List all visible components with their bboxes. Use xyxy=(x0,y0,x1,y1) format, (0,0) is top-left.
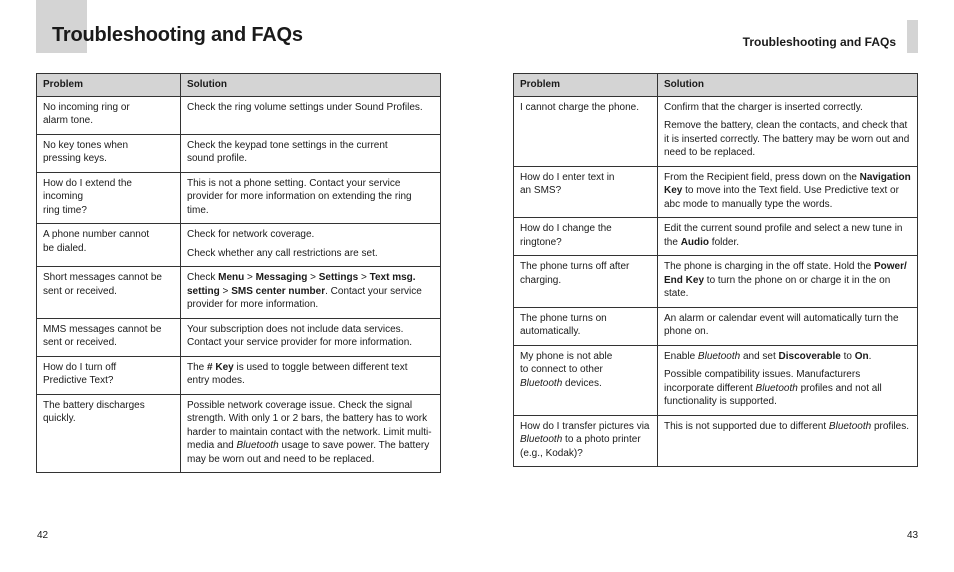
problem-line: The phone turns on xyxy=(520,312,607,324)
problem-cell xyxy=(514,307,658,345)
problem-line: pressing keys. xyxy=(43,153,107,164)
solution-column-header: Solution xyxy=(181,74,441,97)
faq-table-left xyxy=(36,73,441,473)
text-run: profiles and not all functionality is supported. xyxy=(664,382,882,407)
table-row xyxy=(37,318,441,356)
italic-term: Bluetooth xyxy=(520,377,563,389)
solution-cell xyxy=(181,394,441,473)
text-run: to a photo printer xyxy=(562,434,641,445)
table-row xyxy=(514,256,918,308)
problem-line: to connect to other xyxy=(520,364,603,375)
text-run: entry modes. xyxy=(187,375,245,386)
problem-line: Short messages cannot be xyxy=(43,272,162,283)
italic-term: Bluetooth xyxy=(697,350,741,362)
italic-term: Bluetooth xyxy=(520,434,563,445)
text-run: Enable xyxy=(664,350,698,362)
problem-line: How do I enter text in xyxy=(520,171,615,183)
problem-line: alarm tone. xyxy=(43,115,94,126)
faq-rows-left xyxy=(37,96,441,473)
page-title: Troubleshooting and FAQs xyxy=(52,24,303,46)
solution-cell xyxy=(658,345,918,415)
problem-line: (e.g., Kodak)? xyxy=(520,447,583,459)
solution-cell xyxy=(181,267,441,319)
text-run: This is not a phone setting. Contact your service provider for more information on extending the ring time. xyxy=(187,177,412,216)
chapter-tab-right xyxy=(907,20,918,53)
problem-cell xyxy=(37,356,181,394)
page-number-left: 42 xyxy=(37,530,49,541)
text-run: to move into the Text field. Use Predictive text or abc mode to manually type the words. xyxy=(664,185,899,210)
problem-line: charging. xyxy=(520,274,562,286)
text-run: folder. xyxy=(709,236,740,248)
problem-cell xyxy=(514,96,658,166)
problem-cell xyxy=(37,172,181,224)
text-run: and set xyxy=(740,350,779,362)
solution-paragraph xyxy=(187,323,434,350)
solution-paragraph xyxy=(664,119,911,160)
problem-cell xyxy=(514,415,658,467)
problem-cell xyxy=(37,267,181,319)
solution-cell xyxy=(181,96,441,134)
solution-paragraph xyxy=(187,139,434,166)
text-run: . Contact your service provider for more information. xyxy=(187,285,422,310)
running-head: Troubleshooting and FAQs xyxy=(742,35,896,49)
problem-column-header: Problem xyxy=(37,74,181,97)
solution-paragraph xyxy=(187,247,434,261)
problem-line: MMS messages cannot be xyxy=(43,323,162,335)
text-run: Check for network coverage. xyxy=(187,229,315,240)
bold-term: Navigation Key xyxy=(664,171,911,196)
solution-paragraph xyxy=(187,177,434,218)
text-run: sound profile. xyxy=(187,153,248,164)
text-run: This is not supported due to different xyxy=(664,420,829,432)
bold-term: Menu xyxy=(218,272,245,283)
text-run: is used to toggle between different text xyxy=(233,361,408,373)
bold-term: Messaging xyxy=(255,272,308,283)
solution-cell xyxy=(658,166,918,218)
italic-term: Bluetooth xyxy=(236,440,279,451)
solution-paragraph xyxy=(664,312,911,339)
problem-cell xyxy=(514,218,658,256)
table-row xyxy=(37,267,441,319)
problem-line: How do I extend the incoming xyxy=(43,177,132,202)
text-run: > xyxy=(307,272,319,283)
table-row xyxy=(37,394,441,473)
italic-term: Bluetooth xyxy=(755,382,798,394)
text-run: An alarm or calendar event will automatically turn the phone on. xyxy=(664,312,899,337)
text-run: usage to save power. The battery may be worn out and need to be replaced. xyxy=(187,440,430,465)
text-run: From the Recipient field, press down on the xyxy=(664,171,860,183)
text-run: Check xyxy=(187,272,219,283)
solution-cell xyxy=(181,134,441,172)
bold-term: Audio xyxy=(680,236,710,248)
problem-line: How do I turn off xyxy=(43,361,117,373)
solution-cell xyxy=(181,318,441,356)
solution-paragraph xyxy=(187,361,434,388)
problem-cell xyxy=(514,256,658,308)
table-row xyxy=(514,307,918,345)
problem-line: No key tones when xyxy=(43,139,129,151)
bold-term: Power/ End Key xyxy=(664,261,907,286)
text-run: Check whether any call restrictions are set. xyxy=(187,247,378,259)
problem-cell xyxy=(37,394,181,473)
solution-cell xyxy=(181,356,441,394)
problem-line: The phone turns off after xyxy=(520,261,630,272)
text-run: devices. xyxy=(562,377,602,389)
problem-line: Predictive Text? xyxy=(43,375,114,386)
solution-cell xyxy=(658,96,918,166)
table-row xyxy=(514,415,918,467)
solution-paragraph xyxy=(187,101,434,115)
text-run: Remove the battery, clean the contacts, and check that it is inserted correctly. The battery may be worn out and need to be replaced. xyxy=(664,120,910,158)
problem-cell xyxy=(514,345,658,415)
text-run: . xyxy=(868,350,872,362)
problem-cell xyxy=(37,224,181,267)
solution-cell xyxy=(181,224,441,267)
solution-column-header: Solution xyxy=(658,74,918,97)
text-run: > xyxy=(358,272,370,283)
problem-cell xyxy=(37,134,181,172)
italic-term: Bluetooth xyxy=(828,420,872,432)
bold-term: Text msg. setting xyxy=(187,272,416,297)
problem-line: How do I change the ringtone? xyxy=(520,223,612,248)
solution-paragraph xyxy=(664,260,911,301)
page-number-right: 43 xyxy=(907,530,919,541)
problem-line: automatically. xyxy=(520,326,581,337)
text-run: to turn the phone on or charge it in the on state. xyxy=(664,274,891,299)
text-run: profiles. xyxy=(871,420,909,432)
problem-cell xyxy=(37,96,181,134)
solution-paragraph xyxy=(187,399,434,467)
table-header-row xyxy=(514,74,918,97)
table-header-row xyxy=(37,74,441,97)
bold-term: # Key xyxy=(207,361,234,373)
problem-line: an SMS? xyxy=(520,185,562,196)
text-run: Edit the current sound profile and select a new tune in the xyxy=(664,223,903,248)
text-run: Check the keypad tone settings in the current xyxy=(187,139,388,151)
faq-table-right xyxy=(513,73,918,467)
text-run: The xyxy=(187,361,208,373)
table-row xyxy=(37,96,441,134)
solution-paragraph xyxy=(187,271,434,312)
problem-line: My phone is not able xyxy=(520,350,613,362)
problem-line: The battery discharges xyxy=(43,399,145,411)
text-run: > xyxy=(244,272,256,283)
problem-line: A phone number cannot xyxy=(43,229,150,240)
problem-line: quickly. xyxy=(43,413,76,424)
bold-term: SMS center number xyxy=(231,285,326,297)
bold-term: On xyxy=(854,350,869,362)
problem-line: How do I transfer pictures via xyxy=(520,420,650,432)
problem-line: sent or received. xyxy=(43,337,117,348)
solution-paragraph xyxy=(187,228,434,242)
problem-column-header: Problem xyxy=(514,74,658,97)
solution-paragraph xyxy=(664,350,911,364)
solution-cell xyxy=(658,218,918,256)
solution-cell xyxy=(658,256,918,308)
problem-line: ring time? xyxy=(43,204,87,216)
table-row xyxy=(514,345,918,415)
faq-rows-right xyxy=(514,96,918,467)
problem-cell xyxy=(37,318,181,356)
solution-paragraph xyxy=(664,420,911,434)
problem-line: No incoming ring or xyxy=(43,101,130,113)
table-row xyxy=(37,172,441,224)
text-run: The phone is charging in the off state. Hold the xyxy=(664,261,874,272)
problem-line: I cannot charge the phone. xyxy=(520,101,639,113)
solution-paragraph xyxy=(664,222,911,249)
solution-cell xyxy=(658,307,918,345)
text-run: > xyxy=(219,285,232,297)
solution-cell xyxy=(181,172,441,224)
table-row xyxy=(514,166,918,218)
problem-cell xyxy=(514,166,658,218)
bold-term: Discoverable xyxy=(778,350,841,362)
table-row xyxy=(37,134,441,172)
text-run: Your subscription does not include data services. Contact your service provider for more information. xyxy=(187,323,413,348)
text-run: Check the ring volume settings under Sound Profiles. xyxy=(187,101,423,113)
problem-line: sent or received. xyxy=(43,285,117,297)
text-run: Confirm that the charger is inserted correctly. xyxy=(664,101,863,113)
text-run: to xyxy=(840,350,855,362)
solution-paragraph xyxy=(664,101,911,115)
problem-line: be dialed. xyxy=(43,242,87,254)
table-row xyxy=(514,96,918,166)
solution-paragraph xyxy=(664,368,911,409)
table-row xyxy=(37,224,441,267)
text-run: Possible compatibility issues. Manufacturers incorporate different xyxy=(664,369,861,394)
table-row xyxy=(514,218,918,256)
text-run: Possible network coverage issue. Check the signal strength. With only 1 or 2 bars, the battery has to work harder to maintain contact with the network. Limit multi-media and xyxy=(187,399,432,451)
table-row xyxy=(37,356,441,394)
bold-term: Settings xyxy=(318,272,359,283)
solution-paragraph xyxy=(664,171,911,212)
solution-cell xyxy=(658,415,918,467)
